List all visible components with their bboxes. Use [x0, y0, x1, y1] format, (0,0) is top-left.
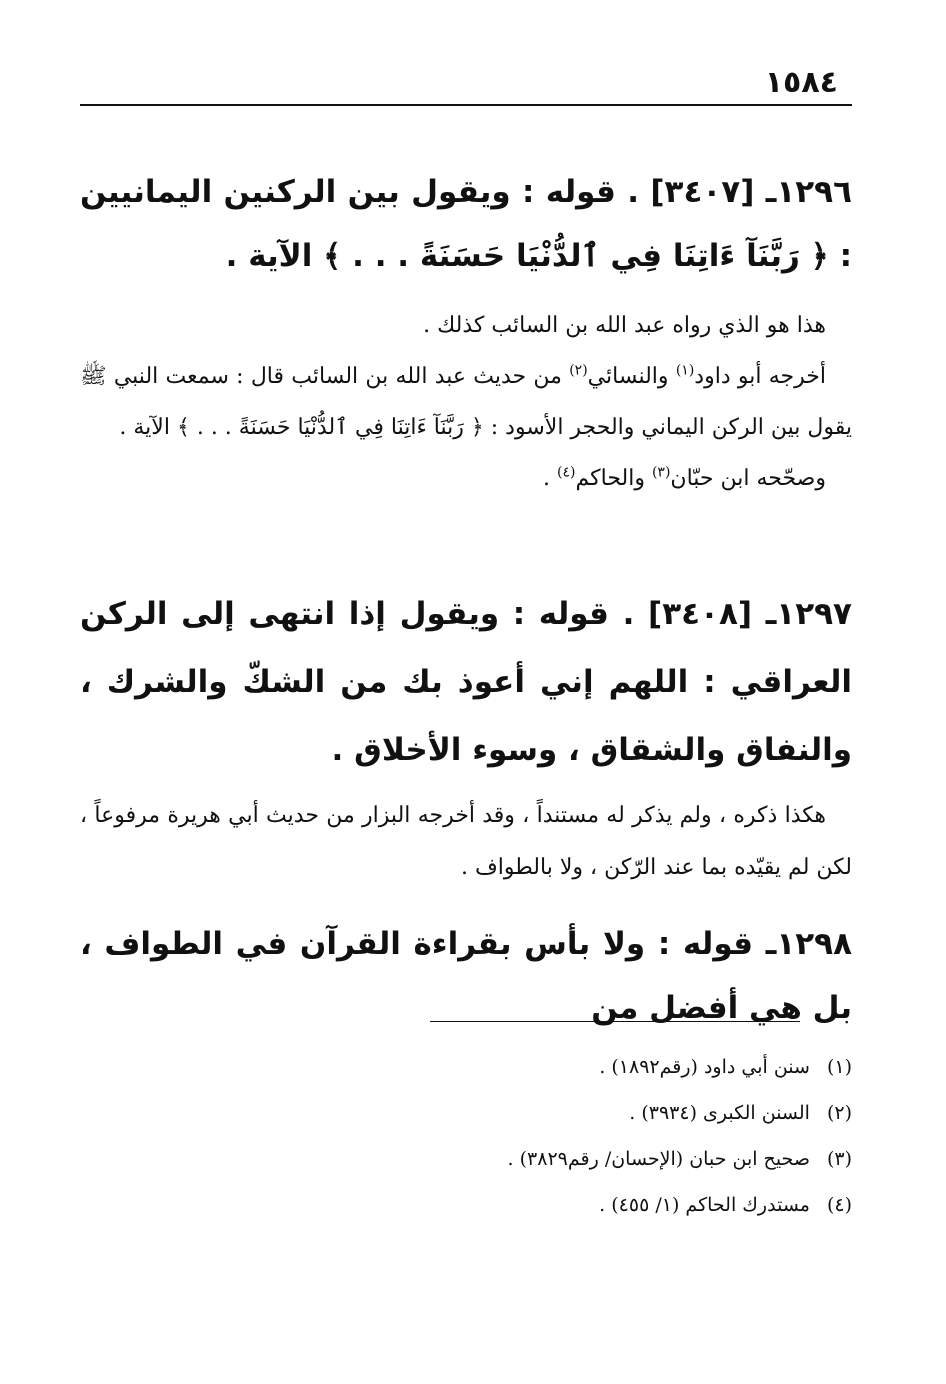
footnote-reference: (٣)	[651, 464, 671, 481]
footnote-2	[80, 1090, 852, 1136]
footnote-marker: (١)	[826, 1056, 852, 1078]
entry-1296-commentary	[80, 300, 852, 504]
book-page	[80, 0, 852, 1384]
entry-heading-text: قوله : ويقول بين الركنين اليمانيين : ﴿ رَبَّنَآ ءَاتِنَا فِي ٱلدُّنْيَا حَسَنَةً . . . ﴾ الآية .	[80, 174, 852, 274]
header-rule	[80, 104, 852, 106]
commentary-paragraph	[80, 453, 852, 504]
commentary-text: هذا هو الذي رواه عبد الله بن السائب كذلك .	[423, 313, 826, 338]
entry-reference: [٣٤٠٨]	[648, 596, 753, 632]
entry-1298-heading: ١٢٩٨ـ قوله : ولا بأس بقراءة القرآن في الطواف ، بل هي أفضل من	[80, 926, 852, 1026]
footnote-reference: (٢)	[569, 362, 588, 379]
entry-1296-heading: ١٢٩٦ـ [٣٤٠٧] . قوله : ويقول بين الركنين اليمانيين : ﴿ رَبَّنَآ ءَاتِنَا فِي ٱلدُّنْيَا حَسَنَةً . . . ﴾ الآية .	[80, 174, 852, 274]
footnote-text: مستدرك الحاكم (١/ ٤٥٥) .	[599, 1194, 810, 1216]
commentary-text: والنسائي	[587, 364, 676, 389]
entry-number: ١٢٩٦	[776, 174, 852, 210]
entry-1297-heading: ١٢٩٧ـ [٣٤٠٨] . قوله : ويقول إذا انتهى إلى الركن العراقي : اللهم إني أعوذ بك من الشكّ والشرك ، والنفاق والشقاق ، وسوء الأخلاق .	[80, 596, 852, 768]
footnotes	[80, 1044, 852, 1228]
footnote-3	[80, 1136, 852, 1182]
footnote-text: السنن الكبرى (٣٩٣٤) .	[629, 1102, 810, 1124]
commentary-text: والحاكم	[575, 466, 652, 491]
commentary-paragraph: هكذا ذكره ، ولم يذكر له مستنداً ، وقد أخرجه البزار من حديث أبي هريرة مرفوعاً ، لكن لم يقيّده بما عند الرّكن ، ولا بالطواف .	[80, 803, 852, 880]
entry-number: ١٢٩٧	[776, 596, 852, 632]
commentary-text: وصحّحه ابن حبّان	[670, 466, 826, 491]
footnote-4	[80, 1182, 852, 1228]
page-number: ١٥٨٤	[764, 65, 838, 100]
footnote-1	[80, 1044, 852, 1090]
entry-reference: [٣٤٠٧]	[650, 174, 755, 210]
entry-heading-text: قوله : ويقول إذا انتهى إلى الركن العراقي : اللهم إني أعوذ بك من الشكّ والشرك ، والنفاق والشقاق ، وسوء الأخلاق .	[80, 596, 852, 768]
footnote-rule	[430, 1021, 800, 1022]
entry-heading-text: قوله : ولا بأس بقراءة القرآن في الطواف ، بل هي أفضل من	[80, 926, 852, 1026]
commentary-paragraph	[80, 300, 852, 351]
footnote-reference: (١)	[675, 362, 695, 379]
footnote-text: صحيح ابن حبان (الإحسان/ رقم٣٨٢٩) .	[507, 1148, 810, 1170]
commentary-paragraph	[80, 351, 852, 453]
footnote-marker: (٤)	[826, 1194, 852, 1216]
commentary-text: من حديث عبد الله بن السائب قال : سمعت النبي ﷺ يقول بين الركن اليماني والحجر الأسود : ﴿ رَبَّنَآ ءَاتِنَا فِي ٱلدُّنْيَا حَسَنَةً . . . ﴾ الآية .	[80, 364, 852, 440]
entry-1297-commentary	[80, 790, 852, 894]
footnote-reference: (٤)	[557, 464, 576, 481]
commentary-text: أخرجه أبو داود	[694, 364, 826, 389]
commentary-text: .	[543, 466, 558, 491]
footnote-marker: (٣)	[826, 1148, 852, 1170]
footnote-text: سنن أبي داود (رقم١٨٩٢) .	[599, 1056, 810, 1078]
entry-number: ١٢٩٨	[776, 926, 852, 962]
footnote-marker: (٢)	[826, 1102, 852, 1124]
